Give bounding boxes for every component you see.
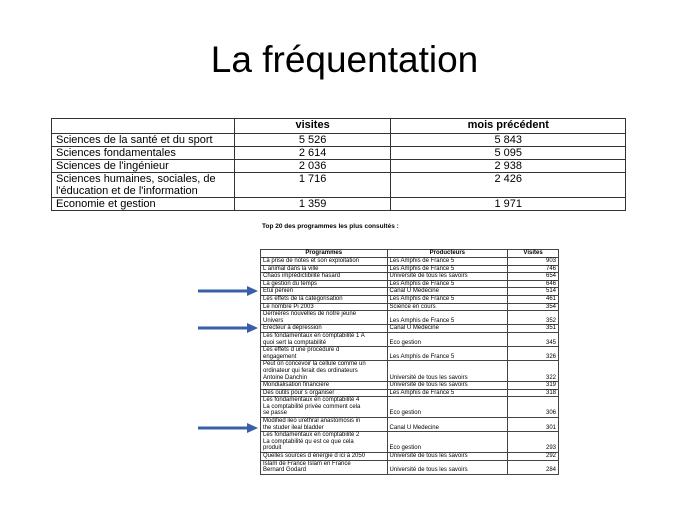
programme-cell: La gestion du temps bbox=[261, 280, 388, 288]
header-visites: Visites bbox=[508, 250, 559, 258]
visites-cell: 319 bbox=[508, 382, 559, 390]
header-visites: visites bbox=[234, 119, 391, 134]
table-row bbox=[261, 325, 559, 333]
programme-cell: Le nombre Pi 2003 bbox=[261, 303, 388, 311]
mois-precedent-cell: 5 843 bbox=[391, 134, 626, 147]
slide-title: La fréquentation bbox=[210, 39, 479, 80]
mois-precedent-cell: 5 095 bbox=[391, 147, 626, 160]
producteur-cell: Les Amphis de France 5 bbox=[387, 389, 508, 397]
programme-cell: Des outils pour s organiser bbox=[261, 389, 388, 397]
table-row bbox=[261, 265, 559, 273]
producteur-cell: Université de tous les savoirs bbox=[387, 460, 508, 474]
programme-cell: La prise de notes et son exploitation bbox=[261, 258, 388, 266]
visites-cell: 352 bbox=[508, 311, 559, 325]
header-empty bbox=[52, 119, 235, 134]
producteur-cell: Les Amphis de France 5 bbox=[387, 311, 508, 325]
programme-cell: Erecteur à dépression bbox=[261, 325, 388, 333]
producteur-cell: Université de tous les savoirs bbox=[387, 453, 508, 461]
programme-cell: Quelles sources d énergie d ici à 2050 bbox=[261, 453, 388, 461]
visites-cell: 5 526 bbox=[234, 134, 391, 147]
visites-cell: 903 bbox=[508, 258, 559, 266]
table-row bbox=[261, 361, 559, 382]
table-row bbox=[52, 147, 626, 160]
mois-precedent-cell: 1 971 bbox=[391, 198, 626, 211]
table-row bbox=[261, 311, 559, 325]
visites-cell: 318 bbox=[508, 389, 559, 397]
visites-cell: 306 bbox=[508, 397, 559, 418]
table-row bbox=[261, 432, 559, 453]
visites-cell: 293 bbox=[508, 432, 559, 453]
visites-cell: 514 bbox=[508, 288, 559, 296]
top20-caption: Top 20 des programmes les plus consultés : bbox=[262, 223, 399, 230]
table-row bbox=[261, 418, 559, 432]
visites-cell: 2 614 bbox=[234, 147, 391, 160]
programme-cell: Les fondamentaux en comptabilité 1 A quoi sert la comptabilité bbox=[261, 332, 388, 346]
header-programmes: Programmes bbox=[261, 250, 388, 258]
visites-cell: 292 bbox=[508, 453, 559, 461]
arrow-right-icon bbox=[197, 422, 259, 434]
visites-cell: 746 bbox=[508, 265, 559, 273]
programme-cell: Mondialisation financière bbox=[261, 382, 388, 390]
producteur-cell: Eco gestion bbox=[387, 397, 508, 418]
table-row bbox=[261, 453, 559, 461]
programme-cell: Chaos imprédictibilité hasard bbox=[261, 273, 388, 281]
table-header-row bbox=[261, 250, 559, 258]
top20-table bbox=[260, 249, 559, 475]
table-row bbox=[261, 382, 559, 390]
visites-cell: 326 bbox=[508, 347, 559, 361]
producteur-cell: Les Amphis de France 5 bbox=[387, 295, 508, 303]
visites-cell: 322 bbox=[508, 361, 559, 382]
header-mois-precedent: mois précédent bbox=[391, 119, 626, 134]
table-row bbox=[261, 460, 559, 474]
programme-cell: Islam de France Islam en France Bernard Godard bbox=[261, 460, 388, 474]
table-row bbox=[52, 173, 626, 198]
visites-cell: 461 bbox=[508, 295, 559, 303]
producteur-cell: Canal U Medecine bbox=[387, 325, 508, 333]
programme-cell: Dernières nouvelles de notre jeune Univers bbox=[261, 311, 388, 325]
visites-cell: 301 bbox=[508, 418, 559, 432]
discipline-cell: Sciences de la santé et du sport bbox=[52, 134, 235, 147]
visites-cell: 345 bbox=[508, 332, 559, 346]
producteur-cell: Les Amphis de France 5 bbox=[387, 258, 508, 266]
visites-cell: 646 bbox=[508, 280, 559, 288]
mois-precedent-cell: 2 426 bbox=[391, 173, 626, 198]
programme-cell: L animal dans la ville bbox=[261, 265, 388, 273]
table-row bbox=[52, 134, 626, 147]
table-row bbox=[52, 198, 626, 211]
arrow-right-icon bbox=[197, 285, 259, 297]
table-row bbox=[261, 295, 559, 303]
programme-cell: Modified ileo urethral anastomosis in the studer ileal bladder bbox=[261, 418, 388, 432]
visites-cell: 1 716 bbox=[234, 173, 391, 198]
producteur-cell: Canal U Medecine bbox=[387, 288, 508, 296]
table-row bbox=[261, 397, 559, 418]
programme-cell: Les effets de la catégorisation bbox=[261, 295, 388, 303]
producteur-cell: Canal U Medecine bbox=[387, 418, 508, 432]
producteur-cell: Université de tous les savoirs bbox=[387, 382, 508, 390]
table-header-row bbox=[52, 119, 626, 134]
visites-cell: 1 359 bbox=[234, 198, 391, 211]
discipline-cell: Sciences fondamentales bbox=[52, 147, 235, 160]
programme-cell: Les fondamentaux en comptabilité 4 La comptabilité privée comment cela se passe bbox=[261, 397, 388, 418]
producteur-cell: Université de tous les savoirs bbox=[387, 361, 508, 382]
table-row bbox=[261, 258, 559, 266]
producteur-cell: Les Amphis de France 5 bbox=[387, 265, 508, 273]
producteur-cell: Science en cours bbox=[387, 303, 508, 311]
header-producteurs: Producteurs bbox=[387, 250, 508, 258]
programme-cell: Les fondamentaux en comptabilité 2 La comptabilité qu est ce que cela produit bbox=[261, 432, 388, 453]
programme-cell: Les effets d une procédure d engagement bbox=[261, 347, 388, 361]
frequentation-table bbox=[51, 118, 626, 211]
table-row bbox=[261, 347, 559, 361]
table-row bbox=[52, 160, 626, 173]
producteur-cell: Eco gestion bbox=[387, 432, 508, 453]
discipline-cell: Sciences humaines, sociales, de l'éducation et de l'information bbox=[52, 173, 235, 198]
producteur-cell: Eco gestion bbox=[387, 332, 508, 346]
visites-cell: 2 036 bbox=[234, 160, 391, 173]
discipline-cell: Economie et gestion bbox=[52, 198, 235, 211]
table-row bbox=[261, 389, 559, 397]
table-row bbox=[261, 273, 559, 281]
producteur-cell: Université de tous les savoirs bbox=[387, 273, 508, 281]
producteur-cell: Les Amphis de France 5 bbox=[387, 347, 508, 361]
table-row bbox=[261, 303, 559, 311]
producteur-cell: Les Amphis de France 5 bbox=[387, 280, 508, 288]
visites-cell: 284 bbox=[508, 460, 559, 474]
mois-precedent-cell: 2 938 bbox=[391, 160, 626, 173]
table-row bbox=[261, 332, 559, 346]
arrow-right-icon bbox=[197, 322, 259, 334]
programme-cell: Etui penien bbox=[261, 288, 388, 296]
visites-cell: 351 bbox=[508, 325, 559, 333]
programme-cell: Peut on concevoir la cellule comme un ordinateur qui ferait des ordinateurs Antoine Danchin bbox=[261, 361, 388, 382]
table-row bbox=[261, 280, 559, 288]
table-row bbox=[261, 288, 559, 296]
discipline-cell: Sciences de l'ingénieur bbox=[52, 160, 235, 173]
visites-cell: 354 bbox=[508, 303, 559, 311]
visites-cell: 654 bbox=[508, 273, 559, 281]
